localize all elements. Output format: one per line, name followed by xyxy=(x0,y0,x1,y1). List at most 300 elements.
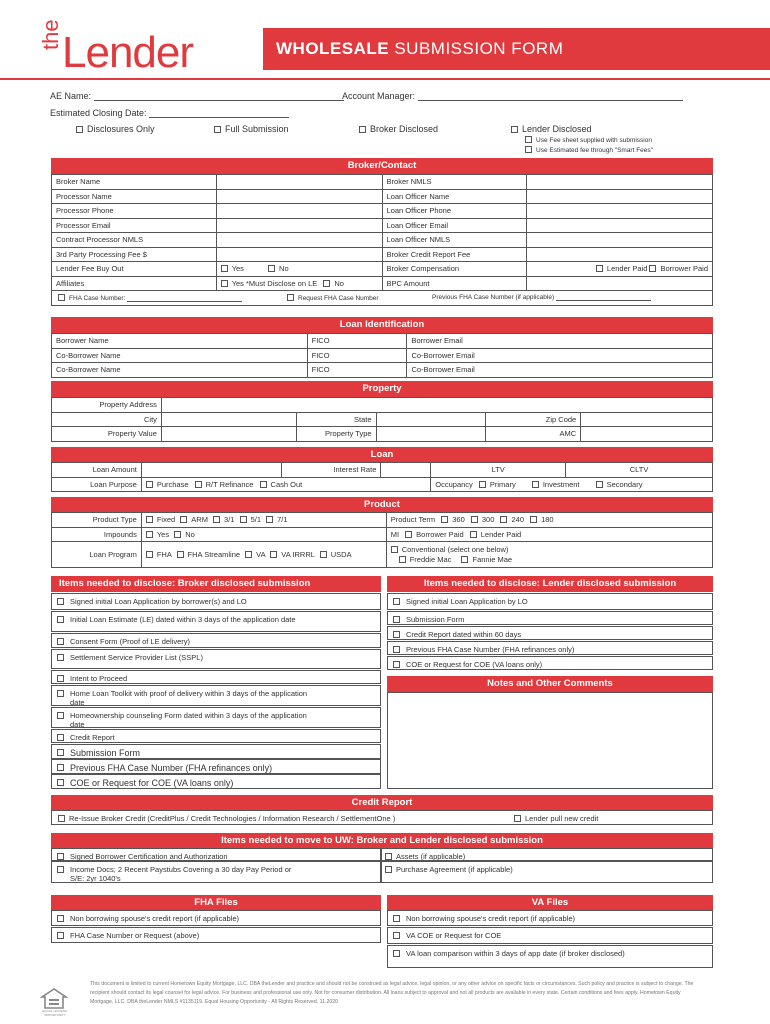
fico-label[interactable]: FICO xyxy=(307,363,407,378)
borrower-name-label[interactable]: Borrower Name xyxy=(52,334,308,349)
checkbox[interactable] xyxy=(260,481,267,488)
item-label: Previous FHA Case Number (FHA refinances only) xyxy=(406,645,575,654)
table-row xyxy=(52,247,713,262)
list-item[interactable] xyxy=(381,861,713,883)
request-fha-case-option[interactable] xyxy=(287,294,379,302)
closing-date-line[interactable] xyxy=(149,117,289,118)
checkbox[interactable] xyxy=(530,516,537,523)
disclosures-only-label: Disclosures Only xyxy=(87,124,155,134)
mi-lender-paid-label: Lender Paid xyxy=(480,529,522,539)
lender-logo xyxy=(36,19,246,82)
table-row xyxy=(52,363,713,378)
account-manager-line[interactable] xyxy=(418,100,683,101)
list-item[interactable] xyxy=(51,744,381,759)
loan-purpose-options[interactable] xyxy=(141,477,430,492)
checkbox[interactable] xyxy=(649,265,656,272)
property-header: Property xyxy=(51,381,713,397)
property-address-input[interactable] xyxy=(161,398,712,413)
fha-case-number-line[interactable] xyxy=(127,301,242,302)
list-item[interactable] xyxy=(51,848,381,861)
table-row xyxy=(52,477,713,492)
use-fee-sheet-label: Use Fee sheet supplied with submission xyxy=(536,137,652,144)
checkbox[interactable] xyxy=(58,815,65,822)
list-item[interactable] xyxy=(51,861,381,883)
full-submission-option[interactable] xyxy=(214,124,289,134)
fha-files-header: FHA Files xyxy=(51,895,381,911)
checkbox[interactable] xyxy=(385,866,392,873)
contract-processor-nmls-label: Contract Processor NMLS xyxy=(52,233,217,248)
lender-disclosed-label: Lender Disclosed xyxy=(522,124,592,134)
loan-amount-label: Loan Amount xyxy=(52,463,142,478)
loan-program-label: Loan Program xyxy=(52,542,142,568)
uw-header: Items needed to move to UW: Broker and Lender disclosed submission xyxy=(51,833,713,849)
list-item[interactable] xyxy=(387,593,713,610)
fixed-label: Fixed xyxy=(156,515,176,525)
occupancy-label: Occupancy xyxy=(435,479,473,489)
lender-paid-label: Lender Paid xyxy=(606,264,648,274)
item-label: Signed Borrower Certification and Authorization xyxy=(70,852,228,861)
product-header: Product xyxy=(51,497,713,513)
checkbox[interactable] xyxy=(146,551,153,558)
arm-7-1-label: 7/1 xyxy=(277,515,288,525)
previous-fha-case-field[interactable] xyxy=(432,294,651,301)
checkbox[interactable] xyxy=(461,556,468,563)
fannie-mae-label: Fannie Mae xyxy=(472,554,513,564)
checkbox[interactable] xyxy=(245,551,252,558)
loan-officer-phone-label: Loan Officer Phone xyxy=(382,204,527,219)
list-item[interactable] xyxy=(387,641,713,655)
no-label: No xyxy=(334,278,344,288)
lender-fee-buy-out-options[interactable] xyxy=(216,262,382,277)
checkbox[interactable] xyxy=(441,516,448,523)
notes-textarea[interactable] xyxy=(387,692,713,789)
checkbox[interactable] xyxy=(320,551,327,558)
co-borrower-email-label[interactable]: Co-Borrower Email xyxy=(407,348,713,363)
mi-borrower-paid-label: Borrower Paid xyxy=(416,529,464,539)
term-180-label: 180 xyxy=(541,515,554,525)
table-row xyxy=(52,412,713,427)
no-label: No xyxy=(279,264,289,274)
processor-phone-label: Processor Phone xyxy=(52,204,217,219)
co-borrower-name-label[interactable]: Co-Borrower Name xyxy=(52,363,308,378)
conventional-label: Conventional (select one below) xyxy=(401,544,509,554)
processor-email-input[interactable] xyxy=(216,218,382,233)
form-title-bar xyxy=(263,28,770,70)
property-type-label: Property Type xyxy=(296,427,376,442)
item-label: COE or Request for COE (VA loans only) xyxy=(70,778,234,788)
loan-header: Loan xyxy=(51,447,713,463)
checkbox[interactable] xyxy=(57,779,64,786)
checkbox[interactable] xyxy=(57,675,64,682)
yes-must-disclose-label: Yes *Must Disclose on LE xyxy=(231,278,318,288)
loan-officer-nmls-input[interactable] xyxy=(527,233,713,248)
list-item[interactable] xyxy=(51,759,381,774)
eho-label: EQUAL HOUSING OPPORTUNITY xyxy=(42,1009,68,1017)
item-label: Homeownership counseling Form dated within 3 days of the application date xyxy=(70,711,307,729)
lender-disclosed-option[interactable] xyxy=(511,124,592,134)
broker-disclosed-option[interactable] xyxy=(359,124,438,134)
property-address-label: Property Address xyxy=(52,398,162,413)
co-borrower-name-label[interactable]: Co-Borrower Name xyxy=(52,348,308,363)
zip-label: Zip Code xyxy=(486,412,581,427)
loan-officer-phone-input[interactable] xyxy=(527,204,713,219)
table-row xyxy=(52,233,713,248)
processor-phone-input[interactable] xyxy=(216,204,382,219)
closing-date-label: Estimated Closing Date: xyxy=(50,108,147,118)
item-label: Income Docs; 2 Recent Paystubs Covering a 30 day Pay Period or S/E: 2yr 1040's xyxy=(70,865,292,883)
footer-disclaimer: This document is limited to current Hometown Equity Mortgage, LLC. DBA theLender and practice and should not be construed as legal advice, legal opinion, or any other advice on specific facts or circumstances. Such policy and practice is subject to change. The recipient should contact its legal counsel for legal advice. For business and professional use only. Not for consumer distribution. All loans subject to approval and not all products are available in every state. Certain conditions and fees apply. Hometown Equity Mortgage, LLC. DBA theLender NMLS #1135119. Equal Housing Opportunity - All Rights Reserved. 11.2020 xyxy=(90,981,694,1005)
lender-disclose-header: Items needed to disclose: Lender disclosed submission xyxy=(387,576,713,592)
lender-pull-credit-label: Lender pull new credit xyxy=(525,814,599,823)
checkbox[interactable] xyxy=(57,749,64,756)
list-item[interactable] xyxy=(51,729,381,743)
checkbox[interactable] xyxy=(57,712,64,719)
list-item[interactable] xyxy=(387,945,713,968)
checkbox[interactable] xyxy=(266,516,273,523)
full-submission-label: Full Submission xyxy=(225,124,289,134)
fha-streamline-label: FHA Streamline xyxy=(187,550,241,559)
term-240-label: 240 xyxy=(511,515,524,525)
ae-name-field[interactable] xyxy=(50,91,344,101)
checkbox[interactable] xyxy=(393,598,400,605)
property-value-input[interactable] xyxy=(161,427,296,442)
impounds-label: Impounds xyxy=(52,527,142,542)
use-fee-sheet-option[interactable] xyxy=(525,136,652,144)
broker-compensation-options[interactable] xyxy=(527,262,713,277)
checkbox[interactable] xyxy=(57,866,64,873)
investment-label: Investment xyxy=(542,479,580,489)
checkbox[interactable] xyxy=(511,126,518,133)
table-row xyxy=(52,542,713,568)
previous-fha-case-line[interactable] xyxy=(556,300,651,301)
logo-the-text: the xyxy=(38,19,63,50)
checkbox[interactable] xyxy=(146,531,153,538)
disclosures-only-option[interactable] xyxy=(76,124,155,134)
checkbox[interactable] xyxy=(240,516,247,523)
loan-officer-nmls-label: Loan Officer NMLS xyxy=(382,233,527,248)
checkbox[interactable] xyxy=(195,481,202,488)
checkbox[interactable] xyxy=(57,764,64,771)
checkbox[interactable] xyxy=(270,551,277,558)
product-term-options[interactable] xyxy=(386,513,712,528)
property-type-input[interactable] xyxy=(376,427,486,442)
product-table xyxy=(51,512,713,568)
table-row xyxy=(52,218,713,233)
checkbox[interactable] xyxy=(391,546,398,553)
checkbox[interactable] xyxy=(76,126,83,133)
list-item[interactable] xyxy=(387,611,713,625)
list-item[interactable] xyxy=(51,707,381,728)
checkbox[interactable] xyxy=(146,481,153,488)
item-label: Assets (if applicable) xyxy=(396,852,466,861)
cltv-label[interactable]: CLTV xyxy=(566,463,713,478)
checkbox[interactable] xyxy=(287,294,294,301)
loan-officer-name-input[interactable] xyxy=(527,189,713,204)
amc-input[interactable] xyxy=(581,427,713,442)
arm-label: ARM xyxy=(191,515,208,525)
broker-compensation-label: Broker Compensation xyxy=(382,262,527,277)
closing-date-field[interactable] xyxy=(50,108,289,118)
occupancy-options[interactable] xyxy=(431,477,713,492)
checkbox[interactable] xyxy=(470,531,477,538)
arm-5-1-label: 5/1 xyxy=(250,515,262,525)
checkbox[interactable] xyxy=(393,915,400,922)
checkbox[interactable] xyxy=(393,932,400,939)
request-fha-case-label: Request FHA Case Number xyxy=(298,295,379,302)
loan-officer-email-input[interactable] xyxy=(527,218,713,233)
item-label: Intent to Proceed xyxy=(70,674,128,683)
yes-label: Yes xyxy=(156,529,170,539)
item-label: Previous FHA Case Number (FHA refinances only) xyxy=(70,763,273,773)
ae-name-line[interactable] xyxy=(94,100,344,101)
checkbox[interactable] xyxy=(514,815,521,822)
property-table xyxy=(51,397,713,442)
item-label: Purchase Agreement (if applicable) xyxy=(396,865,513,874)
usda-label: USDA xyxy=(330,550,352,559)
secondary-label: Secondary xyxy=(606,479,643,489)
checkbox[interactable] xyxy=(393,631,400,638)
fha-case-number-field[interactable] xyxy=(58,294,242,302)
term-360-label: 360 xyxy=(452,515,465,525)
item-label: Signed initial Loan Application by LO xyxy=(406,597,528,606)
checkbox[interactable] xyxy=(385,853,392,860)
title-bold: WHOLESALE xyxy=(276,39,390,58)
list-item[interactable] xyxy=(381,848,713,861)
checkbox[interactable] xyxy=(221,265,228,272)
checkbox[interactable] xyxy=(146,516,153,523)
processor-email-label: Processor Email xyxy=(52,218,217,233)
property-value-label: Property Value xyxy=(52,427,162,442)
equal-housing-icon xyxy=(40,987,68,1017)
item-label: Submission Form xyxy=(406,615,465,624)
list-item[interactable] xyxy=(387,626,713,640)
list-item[interactable] xyxy=(387,910,713,926)
list-item[interactable] xyxy=(51,685,381,706)
interest-rate-label: Interest Rate xyxy=(281,463,381,478)
fico-label[interactable]: FICO xyxy=(307,334,407,349)
checkbox[interactable] xyxy=(596,481,603,488)
list-item[interactable] xyxy=(51,633,381,648)
mi-label: MI xyxy=(390,529,400,539)
ae-name-label: AE Name: xyxy=(50,91,92,101)
freddie-mac-label: Freddie Mac xyxy=(409,554,452,564)
checkbox[interactable] xyxy=(174,531,181,538)
list-item[interactable] xyxy=(51,649,381,669)
checkbox[interactable] xyxy=(57,598,64,605)
affiliates-options[interactable] xyxy=(216,276,382,291)
checkbox[interactable] xyxy=(57,932,64,939)
list-item[interactable] xyxy=(51,927,381,943)
table-row xyxy=(52,262,713,277)
checkbox[interactable] xyxy=(221,280,228,287)
checkbox[interactable] xyxy=(177,551,184,558)
checkbox[interactable] xyxy=(393,661,400,668)
item-label: FHA Case Number or Request (above) xyxy=(70,931,200,940)
checkbox[interactable] xyxy=(596,265,603,272)
list-item[interactable] xyxy=(51,670,381,684)
item-label: Signed initial Loan Application by borrower(s) and LO xyxy=(70,597,247,606)
table-row xyxy=(52,204,713,219)
broker-nmls-input[interactable] xyxy=(527,175,713,190)
table-row xyxy=(52,276,713,291)
checkbox[interactable] xyxy=(359,126,366,133)
cash-out-label: Cash Out xyxy=(270,479,303,489)
item-label: Submission Form xyxy=(70,748,141,758)
processor-name-input[interactable] xyxy=(216,189,382,204)
broker-disclosed-label: Broker Disclosed xyxy=(370,124,439,134)
fha-label: FHA xyxy=(156,550,172,559)
checkbox[interactable] xyxy=(214,126,221,133)
previous-fha-case-label: Previous FHA Case Number (if applicable) xyxy=(432,294,555,301)
table-row xyxy=(52,463,713,478)
checkbox[interactable] xyxy=(57,734,64,741)
conventional-options[interactable] xyxy=(386,542,712,568)
checkbox[interactable] xyxy=(405,531,412,538)
list-item[interactable] xyxy=(51,774,381,789)
checkbox[interactable] xyxy=(393,616,400,623)
broker-disclose-header: Items needed to disclose: Broker disclosed submission xyxy=(51,576,381,592)
checkbox[interactable] xyxy=(180,516,187,523)
checkbox[interactable] xyxy=(399,556,406,563)
title-rest: SUBMISSION FORM xyxy=(394,39,564,58)
table-row xyxy=(52,189,713,204)
interest-rate-input[interactable] xyxy=(381,463,431,478)
state-label: State xyxy=(296,412,376,427)
item-label: Non borrowing spouse's credit report (if applicable) xyxy=(70,914,240,923)
va-irrrl-label: VA IRRRL xyxy=(281,550,315,559)
fha-case-number-label: FHA Case Number: xyxy=(69,295,126,302)
term-300-label: 300 xyxy=(481,515,495,525)
product-type-label: Product Type xyxy=(52,513,142,528)
credit-report-fee-label: Broker Credit Report Fee xyxy=(382,247,527,262)
arm-3-1-label: 3/1 xyxy=(224,515,235,525)
table-row xyxy=(52,513,713,528)
primary-label: Primary xyxy=(489,479,516,489)
table-row xyxy=(52,175,713,190)
amc-label: AMC xyxy=(486,427,581,442)
broker-contact-table xyxy=(51,174,713,291)
item-label: Initial Loan Estimate (LE) dated within 3 days of the application date xyxy=(70,615,296,624)
table-row xyxy=(52,527,713,542)
logo-lender-text: Lender xyxy=(62,28,194,77)
loan-amount-input[interactable] xyxy=(141,463,281,478)
loan-program-options[interactable] xyxy=(141,542,386,568)
broker-name-input[interactable] xyxy=(216,175,382,190)
mi-options[interactable] xyxy=(386,527,712,542)
yes-label: Yes xyxy=(231,264,244,274)
bpc-amount-input[interactable] xyxy=(527,276,713,291)
checkbox[interactable] xyxy=(57,616,64,623)
loan-identification-table xyxy=(51,333,713,378)
item-label: VA COE or Request for COE xyxy=(406,931,502,940)
ltv-label[interactable]: LTV xyxy=(431,463,566,478)
credit-report-fee-input[interactable] xyxy=(527,247,713,262)
checkbox[interactable] xyxy=(525,146,532,153)
reissue-credit-option[interactable] xyxy=(58,814,395,823)
checkbox[interactable] xyxy=(500,516,507,523)
fha-case-row xyxy=(51,290,713,306)
loan-table xyxy=(51,462,713,492)
checkbox[interactable] xyxy=(393,950,400,957)
city-input[interactable] xyxy=(161,412,296,427)
borrower-paid-label: Borrower Paid xyxy=(660,264,708,274)
account-manager-label: Account Manager: xyxy=(342,91,416,101)
va-files-header: VA Files xyxy=(387,895,713,911)
list-item[interactable] xyxy=(387,656,713,670)
table-row xyxy=(52,348,713,363)
third-party-fee-input[interactable] xyxy=(216,247,382,262)
credit-report-row xyxy=(51,810,713,825)
va-label: VA xyxy=(256,550,266,559)
checkbox[interactable] xyxy=(479,481,486,488)
checkbox[interactable] xyxy=(57,853,64,860)
list-item[interactable] xyxy=(51,611,381,632)
zip-input[interactable] xyxy=(581,412,713,427)
lender-fee-buy-out-label: Lender Fee Buy Out xyxy=(52,262,217,277)
checkbox[interactable] xyxy=(393,646,400,653)
checkbox[interactable] xyxy=(471,516,478,523)
purchase-label: Purchase xyxy=(156,479,189,489)
rt-refinance-label: R/T Refinance xyxy=(205,479,254,489)
checkbox[interactable] xyxy=(57,654,64,661)
item-label: Credit Report xyxy=(70,733,115,742)
processor-name-label: Processor Name xyxy=(52,189,217,204)
checkbox[interactable] xyxy=(57,638,64,645)
table-row xyxy=(52,334,713,349)
product-type-options[interactable] xyxy=(141,513,386,528)
co-borrower-email-label[interactable]: Co-Borrower Email xyxy=(407,363,713,378)
item-label: VA loan comparison within 3 days of app date (if broker disclosed) xyxy=(406,949,625,958)
use-estimated-fee-option[interactable] xyxy=(525,146,653,154)
item-label: Home Loan Toolkit with proof of delivery within 3 days of the application date xyxy=(70,689,308,707)
state-input[interactable] xyxy=(376,412,486,427)
product-term-label: Product Term xyxy=(390,515,436,525)
borrower-email-label[interactable]: Borrower Email xyxy=(407,334,713,349)
account-manager-field[interactable] xyxy=(342,91,683,101)
checkbox[interactable] xyxy=(57,690,64,697)
checkbox[interactable] xyxy=(58,294,65,301)
fico-label[interactable]: FICO xyxy=(307,348,407,363)
checkbox[interactable] xyxy=(323,280,330,287)
lender-pull-credit-option[interactable] xyxy=(514,814,598,823)
checkbox[interactable] xyxy=(525,136,532,143)
contract-processor-nmls-input[interactable] xyxy=(216,233,382,248)
header-rule xyxy=(0,78,770,80)
list-item[interactable] xyxy=(51,910,381,926)
table-row xyxy=(52,398,713,413)
notes-header: Notes and Other Comments xyxy=(387,676,713,692)
list-item[interactable] xyxy=(387,927,713,944)
loan-identification-header: Loan Identification xyxy=(51,317,713,333)
loan-officer-name-label: Loan Officer Name xyxy=(382,189,527,204)
credit-report-header: Credit Report xyxy=(51,795,713,811)
checkbox[interactable] xyxy=(532,481,539,488)
list-item[interactable] xyxy=(51,593,381,610)
use-estimated-fee-label: Use Estimated fee through "Smart Fees" xyxy=(536,147,653,154)
checkbox[interactable] xyxy=(268,265,275,272)
broker-name-label: Broker Name xyxy=(52,175,217,190)
no-label: No xyxy=(185,529,195,539)
item-label: Settlement Service Provider List (SSPL) xyxy=(70,653,203,662)
item-label: Credit Report dated within 60 days xyxy=(406,630,522,639)
checkbox[interactable] xyxy=(57,915,64,922)
reissue-credit-label: Re-Issue Broker Credit (CreditPlus / Credit Technologies / Information Research / SettlementOne ) xyxy=(69,814,396,823)
third-party-fee-label: 3rd Party Processing Fee $ xyxy=(52,247,217,262)
loan-officer-email-label: Loan Officer Email xyxy=(382,218,527,233)
checkbox[interactable] xyxy=(213,516,220,523)
city-label: City xyxy=(52,412,162,427)
impounds-options[interactable] xyxy=(141,527,386,542)
